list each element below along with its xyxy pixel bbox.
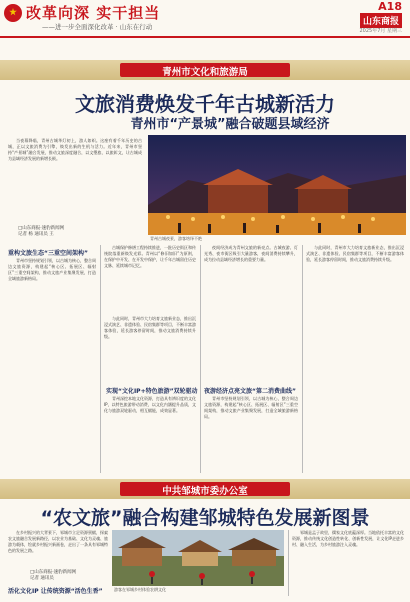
section1-headline: 文旅消费焕发千年古城新活力: [75, 92, 335, 116]
column-divider: [100, 245, 101, 473]
section2-byline: □山东商报·速豹新闻网 记者 通讯员: [30, 570, 77, 581]
section1-intro-text: 当夜幕降临，青州古城华灯初上，游人如织。这座有着千年历史的古城，正以文旅消费为引擎，焕发出新的生机与活力。近年来，青州市坚持“产景城”融合发展，推动文旅深度融合，以文塑旅、以旅彰文，让古城成为县域经济发展的新增长极。: [8, 138, 142, 161]
section1-body-b-text: 古城保护修缮工程持续推进，一批历史街区和传统院落重新焕发光彩。青州以“修旧如旧”为原则，在保护中开发、在开发中保护，让千年古城留住历史文脉、延续城市记忆。: [104, 245, 196, 268]
section2-intro: [8, 530, 108, 568]
section1-body-d-text: 青州深挖本地文化资源，打造具有辨识度的文化IP，以特色旅游带动消费，以文化内涵提升品质，文化与旅游双轮驱动，相互赋能，成效显著。: [104, 396, 196, 413]
column-divider: [288, 530, 289, 596]
section1-body-f: [204, 396, 298, 472]
column-divider: [200, 245, 201, 473]
section1-body-a: [8, 258, 96, 488]
section1-subtitle-1: 重构文旅生态“三重空间架构”: [8, 250, 88, 257]
page-number: A18: [378, 0, 402, 13]
section1-body-d: [104, 396, 196, 472]
section2-body-a-text: 邹城是孟子故里，儒家文化底蕴深厚。当地依托丰富的文化资源，推动传统文化创造性转化、创新性发展，让文化IP走进乡村、融入生活，为乡村旅游注入灵魂。: [292, 530, 404, 547]
section1-photo: [148, 135, 406, 235]
section1-subtitle-2: 实现“文化IP+特色旅游”双轮驱动: [106, 388, 198, 395]
section1-body-g: [306, 245, 404, 473]
section2-banner: [0, 479, 410, 499]
section2-photo: [112, 530, 284, 586]
section1-banner: [0, 60, 410, 80]
section1-subhead: 青州市“产景城”融合破题县域经济: [130, 117, 330, 132]
section2-body-a: [292, 530, 404, 596]
section1-body-a-text: 青州市坚持规划引领，以古城为核心，整合周边文旅资源，构建起“核心区、拓展区、辐射区”三重空间架构，推动文旅产业集聚发展，打造全域旅游新格局。: [8, 258, 96, 281]
section1-body-e: [204, 245, 298, 383]
section1-photo-caption: 青州古城夜景，游客络绎不绝: [150, 236, 202, 241]
masthead-slogan: ——进一步全面深化改革 · 山东在行动: [42, 23, 153, 31]
section1-banner-label: 青州市文化和旅游局: [162, 67, 248, 78]
column-divider: [302, 245, 303, 473]
masthead-title: 改革向深 实干担当: [26, 4, 161, 22]
section1-body-c: [104, 316, 196, 382]
section1-body-c-text: 与此同时，青州市大力培育文旅新业态，推出沉浸式演艺、非遗体验、民宿集群等项目，不断丰富游客体验，延长游客停留时间，推动文旅消费持续升级。: [104, 316, 196, 339]
masthead: [0, 0, 410, 38]
section1-byline: □山东商报·速豹新闻网 记者 杨 通讯员 王: [18, 226, 65, 237]
section1-body-g-text: 与此同时，青州市大力培育文旅新业态，推出沉浸式演艺、非遗体验、民宿集群等项目，不断丰富游客体验，延长游客停留时间，推动文旅消费持续升级。: [306, 245, 404, 262]
issue-date: 2025年7月 星期三: [359, 28, 402, 34]
section1-body-e-text: 夜间经济成为青州文旅的新亮点。古城夜游、灯光秀、夜市街区吸引大量游客，夜间消费持续攀升，成为拉动县域经济增长的重要力量。: [204, 245, 298, 262]
section2-intro-text: 在乡村振兴的大背景下，邹城市立足资源禀赋，探索农文旅融合发展新路径，以农业为基础、文化为灵魂、旅游为载体，绘就乡村振兴新画卷，走出了一条具有邹城特色的发展之路。: [8, 530, 108, 553]
section1-body-b: [104, 245, 196, 313]
section2-headline: “农文旅”融合构建邹城特色发展新图景: [40, 507, 370, 529]
section1-subtitle-3: 夜游经济点亮文旅“第二消费曲线”: [204, 388, 296, 395]
section1-body-f-text: 青州市坚持规划引领，以古城为核心，整合周边文旅资源，构建起“核心区、拓展区、辐射区”三重空间架构，推动文旅产业集聚发展，打造全域旅游新格局。: [204, 396, 298, 419]
section1-intro: [8, 138, 142, 222]
paper-name: 山东商报: [360, 13, 402, 28]
section2-subtitle-1: 活化文化IP 让传统资源“活色生香”: [8, 588, 103, 595]
party-emblem-icon: [4, 4, 22, 22]
masthead-rule: [0, 36, 410, 38]
section2-photo-caption: 游客在邹城乡村体验农耕文化: [114, 587, 166, 592]
section2-banner-label: 中共邹城市委办公室: [162, 486, 248, 497]
